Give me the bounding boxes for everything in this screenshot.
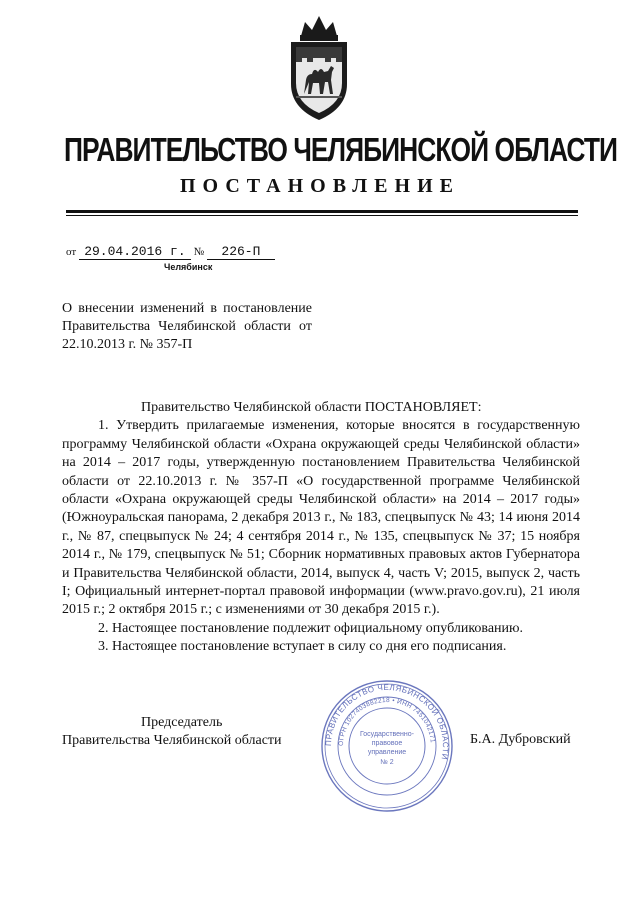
document-type: ПОСТАНОВЛЕНИЕ [180,175,460,197]
decree-item: 3. Настоящее постановление вступает в силу со дня его подписания. [98,639,507,655]
government-title: ПРАВИТЕЛЬСТВО ЧЕЛЯБИНСКОЙ ОБЛАСТИ [64,131,618,168]
official-seal-stamp [319,678,455,814]
seal-inner-line1: Государственно- [359,731,415,738]
header-divider-thick [66,210,578,213]
date-prefix: от [66,246,77,258]
chelyabinsk-coat-of-arms-icon [281,12,357,124]
seal-inner-line2: правовое [371,740,403,747]
date-number-line [66,244,275,260]
signatory-name: Б.А. Дубровский [470,732,571,747]
decree-item: 2. Настоящее постановление подлежит официальному опубликованию. [98,620,523,636]
decree-body [62,399,580,657]
decree-intro: Правительство Челябинской области ПОСТАНОВЛЯЕТ: [141,400,482,415]
signatory-title-line1: Председатель [141,715,223,730]
city-label: Челябинск [164,262,213,272]
header-divider-thin [66,215,578,216]
seal-codes-text: ОГРН 1027403882218 • ИНН 7451042171 [337,696,436,747]
number-prefix: № [193,246,205,258]
document-date: 29.04.2016 г. [79,244,191,260]
seal-inner-line3: управление [367,749,407,756]
seal-inner-number: № 2 [380,759,394,766]
decree-subject: О внесении изменений в постановление Правительства Челябинской области от 22.10.2013 г. № 357-П [62,301,312,352]
decree-item: 1. Утвердить прилагаемые изменения, которые вносятся в государственную программу Челябинской области «Охрана окружающей среды Челябинской области» на 2014 – 2017 годы, утвержденную постановлением Правительства Челябинской области от 22.10.2013 г. № 357-П «О государственной программе Челябинской области «Охрана окружающей среды Челябинской области» на 2014 – 2017 годы» (Южноуральская панорама, 2 декабря 2013 г., № 183, спецвыпуск № 43; 14 июня 2014 г., № 87, спецвыпуск № 24; 4 сентября 2014 г., № 135, спецвыпуск № 37; 15 ноября 2014 г., № 179, спецвыпуск № 51; Сборник нормативных правовых актов Губернатора и Правительства Челябинской области, 2014, выпуск 4, часть V; 2015, выпуск 2, часть I; Официальный интернет-портал правовой информации (www.pravo.gov.ru), 21 июля 2015 г.; 2 октября 2015 г.; с изменениями от 30 декабря 2015 г.). [62,418,580,618]
seal-outer-text: ПРАВИТЕЛЬСТВО ЧЕЛЯБИНСКОЙ ОБЛАСТИ [323,682,451,761]
document-number: 226-П [207,244,275,260]
signatory-title [62,714,312,750]
signatory-title-line2: Правительства Челябинской области [62,733,282,748]
